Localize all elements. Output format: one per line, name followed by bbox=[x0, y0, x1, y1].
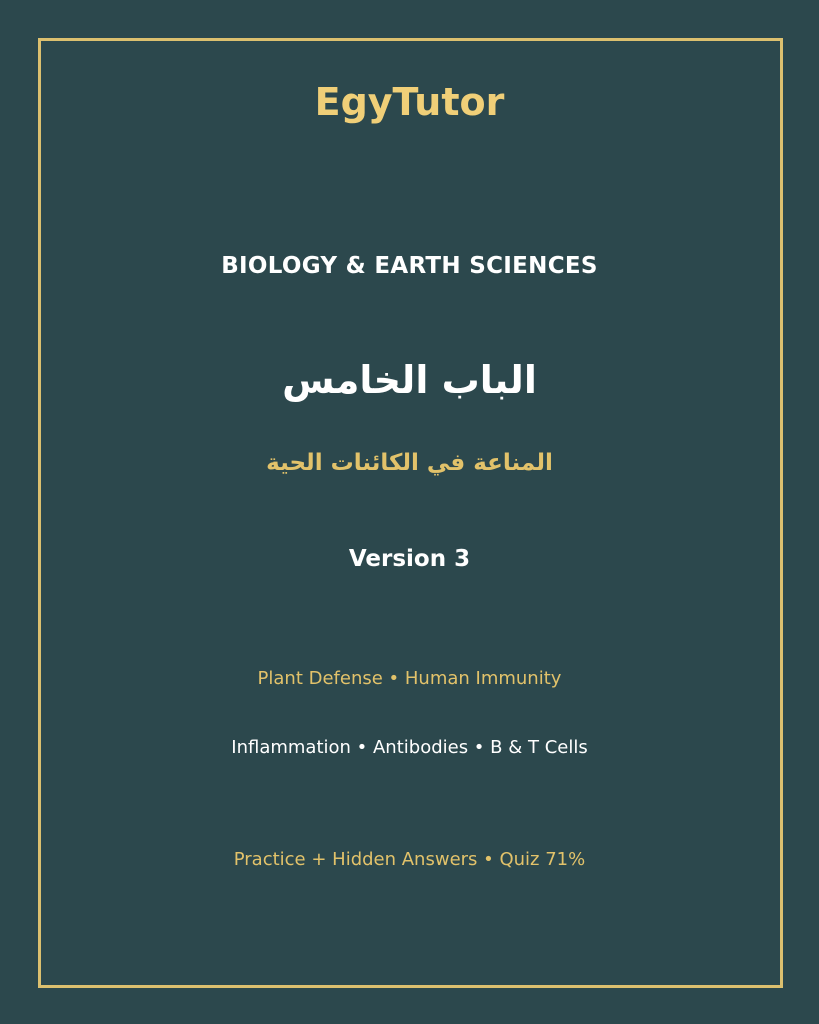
footer-note: Practice + Hidden Answers • Quiz 71% bbox=[233, 849, 586, 870]
cover-border-frame bbox=[38, 38, 783, 988]
chapter-title: الباب الخامس bbox=[282, 358, 537, 402]
topics-line-2: Inflammation • Antibodies • B & T Cells bbox=[231, 737, 588, 758]
subject-heading: BIOLOGY & EARTH SCIENCES bbox=[221, 253, 598, 279]
chapter-subtitle: المناعة في الكائنات الحية bbox=[266, 450, 553, 476]
brand-title: EgyTutor bbox=[314, 80, 505, 124]
version-label: Version 3 bbox=[348, 546, 471, 572]
topics-line-1: Plant Defense • Human Immunity bbox=[257, 668, 562, 689]
